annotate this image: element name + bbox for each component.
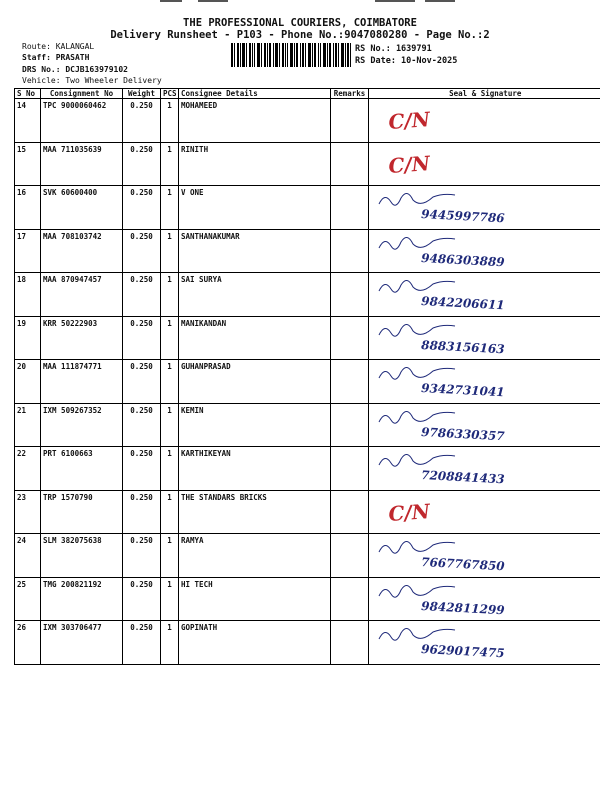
consignment-number: TPC 9000060462 xyxy=(41,99,123,143)
remarks-cell xyxy=(331,534,369,578)
signature-cell xyxy=(369,229,600,273)
remarks-cell xyxy=(331,621,369,665)
handwritten-signature xyxy=(369,360,600,402)
consignee-name: SANTHANAKUMAR xyxy=(179,229,331,273)
table-row xyxy=(15,577,600,621)
remarks-cell xyxy=(331,99,369,143)
consignee-name: SAI SURYA xyxy=(179,273,331,317)
signature-cell xyxy=(369,360,600,404)
drs-number: DRS No.: DCJB163979102 xyxy=(22,65,128,74)
pcs-cell: 1 xyxy=(161,490,179,534)
handwritten-signature xyxy=(369,230,600,272)
handwritten-signature xyxy=(369,447,600,489)
consignee-name: GOPINATH xyxy=(179,621,331,665)
weight-cell: 0.250 xyxy=(123,186,161,230)
weight-cell: 0.250 xyxy=(123,490,161,534)
signature-text: C/N xyxy=(387,498,431,526)
sno-cell: 18 xyxy=(15,273,41,317)
remarks-cell xyxy=(331,229,369,273)
col-seal-signature: Seal & Signature xyxy=(369,89,600,99)
signature-text: 7667767850 xyxy=(420,555,505,574)
handwritten-signature xyxy=(369,273,600,315)
consignment-number: TMG 200821192 xyxy=(41,577,123,621)
signature-cell xyxy=(369,142,600,186)
signature-scribble xyxy=(379,193,455,205)
pcs-cell: 1 xyxy=(161,229,179,273)
signature-cell xyxy=(369,273,600,317)
consignee-name: KARTHIKEYAN xyxy=(179,447,331,491)
remarks-cell xyxy=(331,142,369,186)
table-row xyxy=(15,186,600,230)
consignment-number: KRR 50222903 xyxy=(41,316,123,360)
table-row xyxy=(15,403,600,447)
signature-scribble xyxy=(379,367,455,379)
pcs-cell: 1 xyxy=(161,577,179,621)
rs-number: RS No.: 1639791 xyxy=(355,44,432,54)
weight-cell: 0.250 xyxy=(123,316,161,360)
weight-cell: 0.250 xyxy=(123,447,161,491)
consignment-number: MAA 711035639 xyxy=(41,142,123,186)
signature-cell xyxy=(369,621,600,665)
table-row xyxy=(15,229,600,273)
cn-stamp-handwritten xyxy=(369,143,600,185)
sno-cell: 19 xyxy=(15,316,41,360)
table-row xyxy=(15,360,600,404)
table-row xyxy=(15,316,600,360)
sno-cell: 15 xyxy=(15,142,41,186)
signature-text: 9445997786 xyxy=(420,207,505,226)
pcs-cell: 1 xyxy=(161,142,179,186)
consignment-number: PRT 6100663 xyxy=(41,447,123,491)
signature-cell xyxy=(369,534,600,578)
signature-text: 9486303889 xyxy=(420,250,505,269)
consignee-name: RINITH xyxy=(179,142,331,186)
sno-cell: 26 xyxy=(15,621,41,665)
weight-cell: 0.250 xyxy=(123,360,161,404)
col-consignee: Consignee Details xyxy=(179,89,331,99)
handwritten-signature xyxy=(369,317,600,359)
col-consignment: Consignment No xyxy=(41,89,123,99)
runsheet-subtitle: Delivery Runsheet - P103 - Phone No.:9047080280 - Page No.:2 xyxy=(110,29,490,41)
signature-text: 9629017475 xyxy=(420,642,505,661)
weight-cell: 0.250 xyxy=(123,403,161,447)
consignee-name: KEMIN xyxy=(179,403,331,447)
handwritten-signature xyxy=(369,186,600,228)
signature-scribble xyxy=(379,324,455,336)
weight-cell: 0.250 xyxy=(123,621,161,665)
table-row xyxy=(15,142,600,186)
pcs-cell: 1 xyxy=(161,273,179,317)
signature-scribble xyxy=(379,628,455,640)
remarks-cell xyxy=(331,186,369,230)
signature-text: 9842206611 xyxy=(420,294,505,313)
remarks-cell xyxy=(331,403,369,447)
consignment-number: IXM 303706477 xyxy=(41,621,123,665)
col-remarks: Remarks xyxy=(331,89,369,99)
signature-scribble xyxy=(379,411,455,423)
consignment-number: SLM 382075638 xyxy=(41,534,123,578)
col-sno: S No xyxy=(15,89,41,99)
table-row xyxy=(15,534,600,578)
signature-cell xyxy=(369,577,600,621)
consignee-name: RAMYA xyxy=(179,534,331,578)
signature-scribble xyxy=(379,454,455,466)
weight-cell: 0.250 xyxy=(123,142,161,186)
signature-text: 9842811299 xyxy=(420,598,505,617)
sno-cell: 21 xyxy=(15,403,41,447)
sno-cell: 14 xyxy=(15,99,41,143)
remarks-cell xyxy=(331,490,369,534)
signature-cell xyxy=(369,186,600,230)
pcs-cell: 1 xyxy=(161,534,179,578)
table-row xyxy=(15,490,600,534)
pcs-cell: 1 xyxy=(161,186,179,230)
consignment-number: SVK 60600400 xyxy=(41,186,123,230)
weight-cell: 0.250 xyxy=(123,577,161,621)
weight-cell: 0.250 xyxy=(123,229,161,273)
rs-date: RS Date: 10-Nov-2025 xyxy=(355,56,458,66)
pcs-cell: 1 xyxy=(161,316,179,360)
sno-cell: 16 xyxy=(15,186,41,230)
remarks-cell xyxy=(331,273,369,317)
table-header-row xyxy=(15,89,600,99)
col-weight: Weight xyxy=(123,89,161,99)
remarks-cell xyxy=(331,447,369,491)
torn-header-remnant xyxy=(120,0,500,4)
signature-scribble xyxy=(379,585,455,597)
sno-cell: 23 xyxy=(15,490,41,534)
handwritten-signature xyxy=(369,534,600,576)
weight-cell: 0.250 xyxy=(123,534,161,578)
signature-text: 9786330357 xyxy=(420,424,505,443)
signature-text: C/N xyxy=(387,150,431,178)
sno-cell: 25 xyxy=(15,577,41,621)
consignee-name: MOHAMEED xyxy=(179,99,331,143)
signature-cell xyxy=(369,490,600,534)
signature-cell xyxy=(369,403,600,447)
table-row xyxy=(15,273,600,317)
table-row xyxy=(15,621,600,665)
signature-scribble xyxy=(379,237,455,249)
col-pcs: PCS xyxy=(161,89,179,99)
consignment-number: MAA 870947457 xyxy=(41,273,123,317)
pcs-cell: 1 xyxy=(161,447,179,491)
consignment-number: IXM 509267352 xyxy=(41,403,123,447)
weight-cell: 0.250 xyxy=(123,273,161,317)
pcs-cell: 1 xyxy=(161,403,179,447)
barcode-image xyxy=(231,43,351,67)
table-row xyxy=(15,99,600,143)
signature-cell xyxy=(369,447,600,491)
sno-cell: 20 xyxy=(15,360,41,404)
signature-text: 8883156163 xyxy=(420,337,505,356)
sno-cell: 17 xyxy=(15,229,41,273)
signature-cell xyxy=(369,99,600,143)
vehicle-label: Vehicle: Two Wheeler Delivery xyxy=(22,76,162,85)
consignee-name: MANIKANDAN xyxy=(179,316,331,360)
sno-cell: 24 xyxy=(15,534,41,578)
consignment-number: MAA 708103742 xyxy=(41,229,123,273)
pcs-cell: 1 xyxy=(161,621,179,665)
signature-text: 7208841433 xyxy=(420,468,505,487)
consignee-name: GUHANPRASAD xyxy=(179,360,331,404)
cn-stamp-handwritten xyxy=(369,491,600,533)
signature-text: 9342731041 xyxy=(420,381,505,400)
consignment-number: TRP 1570790 xyxy=(41,490,123,534)
table-row xyxy=(15,447,600,491)
signature-scribble xyxy=(379,541,455,553)
signature-text: C/N xyxy=(387,107,431,134)
cn-stamp-handwritten xyxy=(369,99,600,141)
sno-cell: 22 xyxy=(15,447,41,491)
signature-cell xyxy=(369,316,600,360)
signature-scribble xyxy=(379,280,455,292)
consignee-name: V ONE xyxy=(179,186,331,230)
remarks-cell xyxy=(331,360,369,404)
staff-label: Staff: PRASATH xyxy=(22,53,90,62)
weight-cell: 0.250 xyxy=(123,99,161,143)
pcs-cell: 1 xyxy=(161,360,179,404)
consignee-name: HI TECH xyxy=(179,577,331,621)
consignee-name: THE STANDARS BRICKS xyxy=(179,490,331,534)
pcs-cell: 1 xyxy=(161,99,179,143)
remarks-cell xyxy=(331,577,369,621)
handwritten-signature xyxy=(369,621,600,663)
runsheet-table xyxy=(14,88,600,665)
route-label: Route: KALANGAL xyxy=(22,42,95,51)
handwritten-signature xyxy=(369,404,600,446)
company-title: THE PROFESSIONAL COURIERS, COIMBATORE xyxy=(183,17,417,29)
handwritten-signature xyxy=(369,578,600,620)
consignment-number: MAA 111874771 xyxy=(41,360,123,404)
remarks-cell xyxy=(331,316,369,360)
